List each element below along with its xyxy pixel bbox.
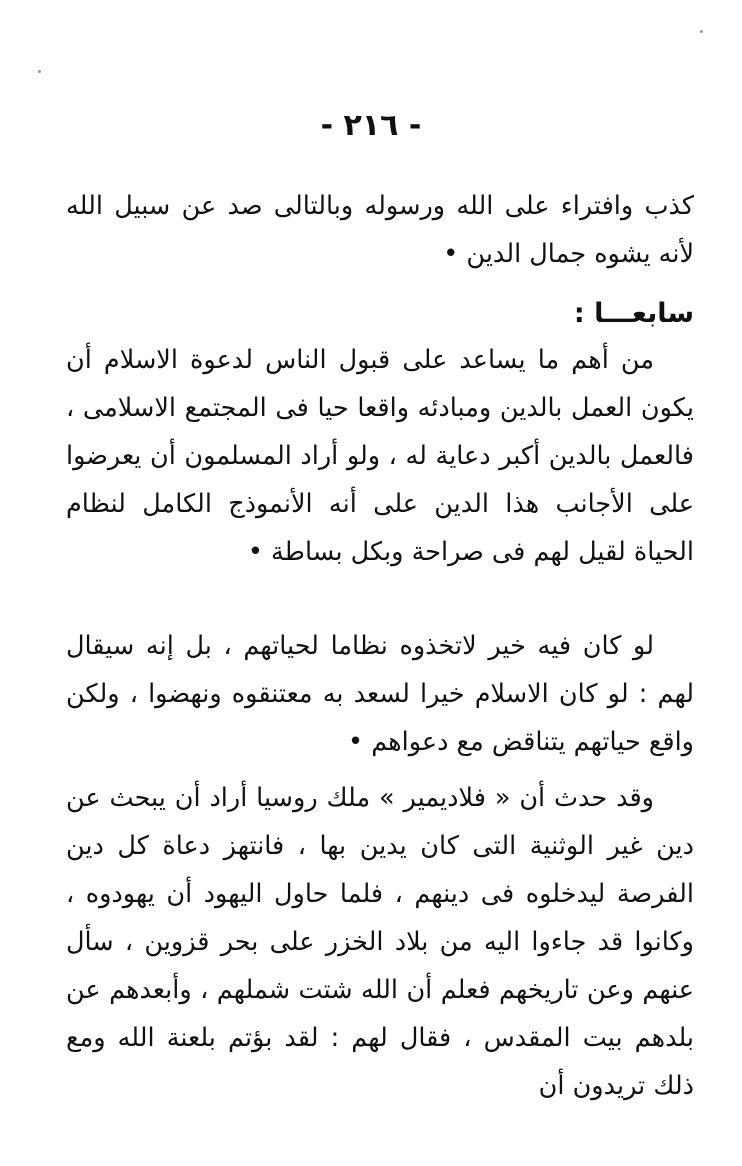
scan-speck (38, 70, 41, 73)
paragraph-continuation: كذب وافتراء على الله ورسوله وبالتالى صد عن سبيل الله لأنه يشوه جمال الدين • (66, 191, 694, 269)
scan-speck (700, 30, 703, 33)
section-heading: سابعـــا : (573, 298, 694, 329)
paragraph: من أهم ما يساعد على قبول الناس لدعوة الاسلام أن يكون العمل بالدين ومبادئه واقعا حيا فى المجتمع الاسلامى ، فالعمل بالدين أكبر دعاية له ، ولو أراد المسلمون أن يعرضوا على الأجانب هذا الدين على أنه الأنموذج الكامل لنظام الحياة لقيل لهم فى صراحة وبكل بساطة • (66, 345, 694, 567)
paragraph: لو كان فيه خير لاتخذوه نظاما لحياتهم ، بل إنه سيقال لهم : لو كان الاسلام خيرا لسعد به معتنقوه ونهضوا ، ولكن واقع حياتهم يتناقض مع دعواهم • (66, 631, 694, 757)
page-number: - ٢١٦ - (320, 108, 422, 143)
paragraph: وقد حدث أن « فلاديمير » ملك روسيا أراد أن يبحث عن دين غير الوثنية التى كان يدين بها ، فانتهز دعاة كل دين الفرصة ليدخلوه فى دينهم ، فلما حاول اليهود أن يهودوه ، وكانوا قد جاءوا اليه من بلاد الخزر على بحر قزوين ، سأل عنهم وعن تاريخهم فعلم أن الله شتت شملهم ، وأبعدهم عن بلدهم بيت المقدس ، فقال لهم : لقد بؤتم بلعنة الله ومع ذلك تريدون أن (66, 783, 694, 1101)
